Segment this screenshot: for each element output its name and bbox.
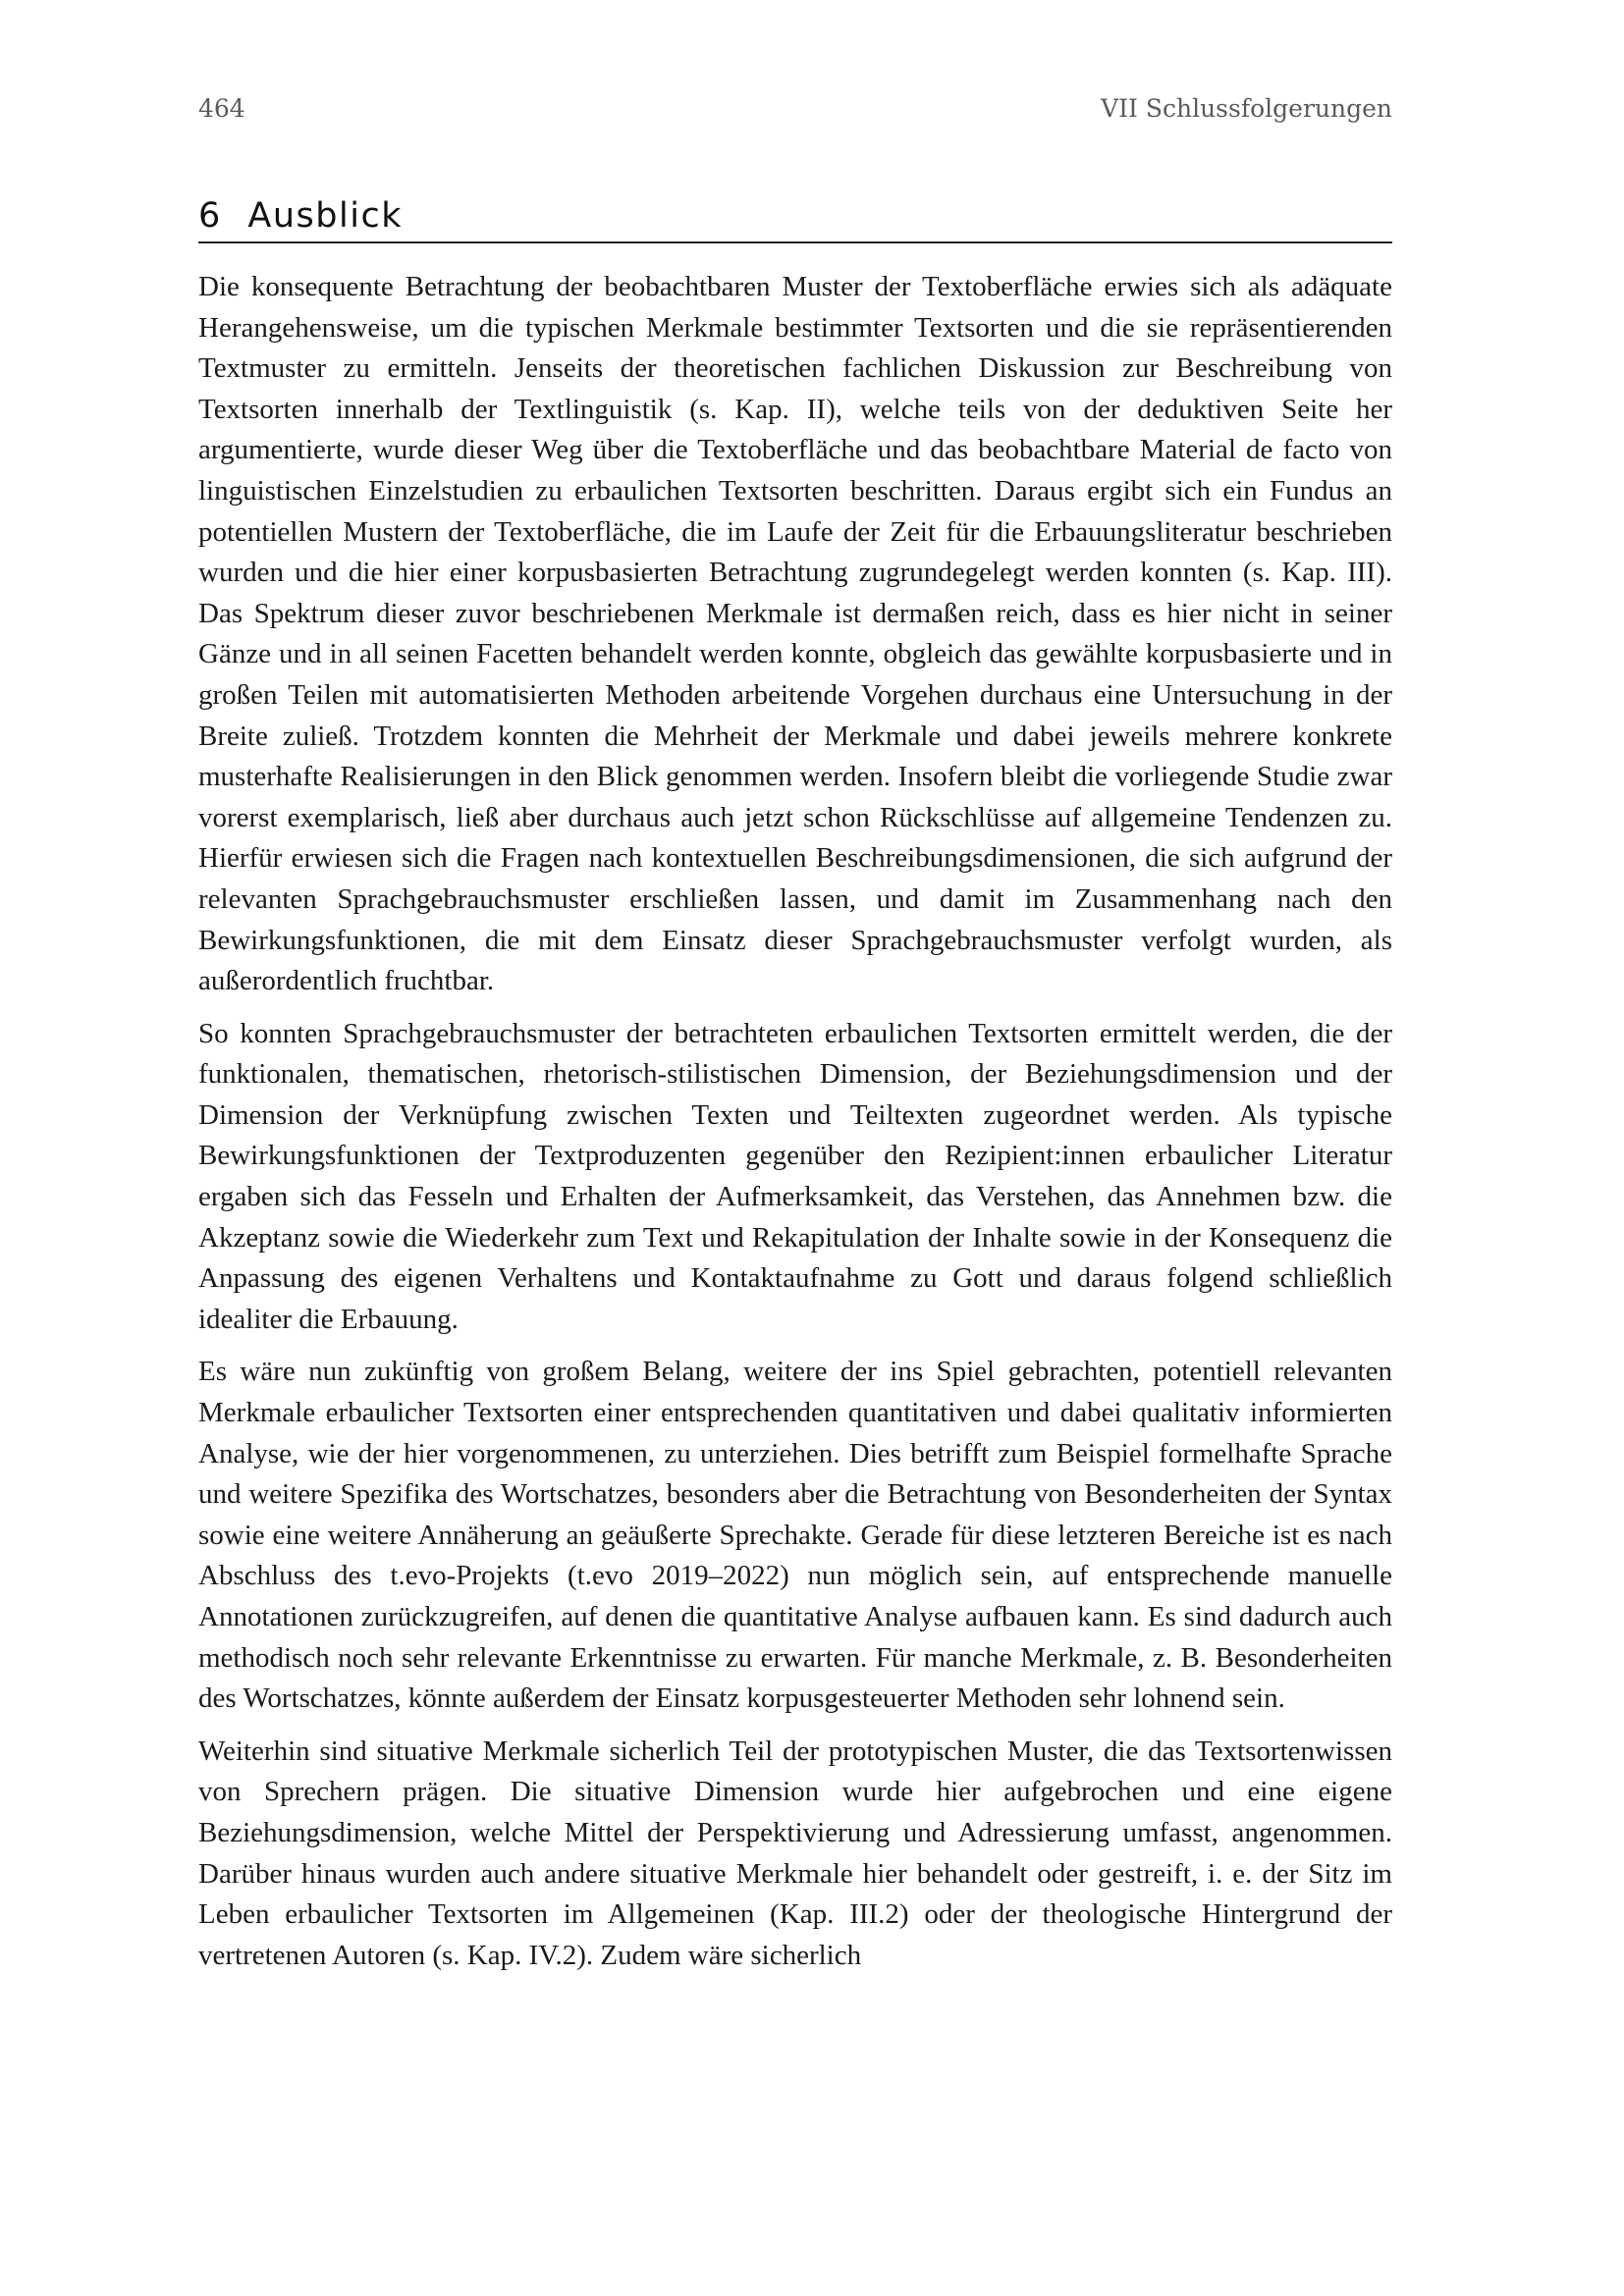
paragraph-1: Die konsequente Betrachtung der beobachtbaren Muster der Textoberfläche erwies sich als adäquate Herangehensweise, um die typischen Merkmale bestimmter Textsorten und die sie repräsentierenden Textmuster zu ermitteln. Jenseits der theoretischen fachlichen Diskussion zur Beschreibung von Textsorten innerhalb der Textlinguistik (s. Kap. II), welche teils von der deduktiven Seite her argumentierte, wurde dieser Weg über die Textoberfläche und das beobachtbare Material de facto von linguistischen Einzelstudien zu erbaulichen Textsorten beschritten. Daraus ergibt sich ein Fundus an potentiellen Mustern der Textoberfläche, die im Laufe der Zeit für die Erbauungsliteratur beschrieben wurden und die hier einer korpusbasierten Betrachtung zugrundegelegt werden konnten (s. Kap. III). Das Spektrum dieser zuvor beschriebenen Merkmale ist dermaßen reich, dass es hier nicht in seiner Gänze und in all seinen Facetten behandelt werden konnte, obgleich das gewählte korpusbasierte und in großen Teilen mit automatisierten Methoden arbeitende Vorgehen durchaus eine Untersuchung in der Breite zuließ. Trotzdem konnten die Mehrheit der Merkmale und dabei jeweils mehrere konkrete musterhafte Realisierungen in den Blick genommen werden. Insofern bleibt die vorliegende Studie zwar vorerst exemplarisch, ließ aber durchaus auch jetzt schon Rückschlüsse auf allgemeine Tendenzen zu. Hierfür erwiesen sich die Fragen nach kontextuellen Beschreibungsdimensionen, die sich aufgrund der relevanten Sprachgebrauchsmuster erschließen lassen, und damit im Zusammenhang nach den Bewirkungsfunktionen, die mit dem Einsatz dieser Sprachgebrauchsmuster verfolgt wurden, als außerordentlich fruchtbar. bbox=[198, 271, 1392, 997]
body-text bbox=[198, 267, 1392, 1988]
section-heading bbox=[198, 196, 1392, 243]
paragraph-3: Es wäre nun zukünftig von großem Belang, weitere der ins Spiel gebrachten, potentiell relevanten Merkmale erbaulicher Textsorten einer entsprechenden quantitativen und dabei qualitativ informierten Analyse, wie der hier vorgenommenen, zu unterziehen. Dies betrifft zum Beispiel formelhafte Sprache und weitere Spezifika des Wortschatzes, besonders aber die Betrachtung von Besonderheiten der Syntax sowie eine weitere Annäherung an geäußerte Sprechakte. Gerade für diese letzteren Bereiche ist es nach Abschluss des t.evo-Projekts (t.evo 2019–2022) nun möglich sein, auf entsprechende manuelle Annotationen zurückzugreifen, auf denen die quantitative Analyse aufbauen kann. Es sind dadurch auch methodisch noch sehr relevante Erkenntnisse zu erwarten. Für manche Merkmale, z. B. Besonderheiten des Wortschatzes, könnte außerdem der Einsatz korpusgesteuerter Methoden sehr lohnend sein. bbox=[198, 1356, 1392, 1715]
paragraph-2: So konnten Sprachgebrauchsmuster der betrachteten erbaulichen Textsorten ermittelt werden, die der funktionalen, thematischen, rhetorisch-stilistischen Dimension, der Beziehungsdimension und der Dimension der Verknüpfung zwischen Texten und Teiltexten zugeordnet werden. Als typische Bewirkungsfunktionen der Textproduzenten gegenüber den Rezipient:innen erbaulicher Literatur ergaben sich das Fesseln und Erhalten der Aufmerksamkeit, das Verstehen, das Annehmen bzw. die Akzeptanz sowie die Wiederkehr zum Text und Rekapitulation der Inhalte sowie in der Konsequenz die Anpassung des eigenen Verhaltens und Kontaktaufnahme zu Gott und daraus folgend schließlich idealiter die Erbauung. bbox=[198, 1017, 1392, 1335]
section-number: 6 bbox=[198, 196, 222, 236]
section-title: Ausblick bbox=[247, 196, 403, 236]
running-chapter-title: VII Schlussfolgerungen bbox=[1101, 94, 1392, 123]
running-header bbox=[198, 94, 1392, 133]
page-number: 464 bbox=[198, 94, 245, 123]
paragraph-4: Weiterhin sind situative Merkmale sicherlich Teil der prototypischen Muster, die das Textsortenwissen von Sprechern prägen. Die situative Dimension wurde hier aufgebrochen und eine eigene Beziehungsdimension, welche Mittel der Perspektivierung und Adressierung umfasst, angenommen. Darüber hinaus wurden auch andere situative Merkmale hier behandelt oder gestreift, i. e. der Sitz im Leben erbaulicher Textsorten im Allgemeinen (Kap. III.2) oder der theologische Hintergrund der vertretenen Autoren (s. Kap. IV.2). Zudem wäre sicherlich bbox=[198, 1735, 1392, 1971]
